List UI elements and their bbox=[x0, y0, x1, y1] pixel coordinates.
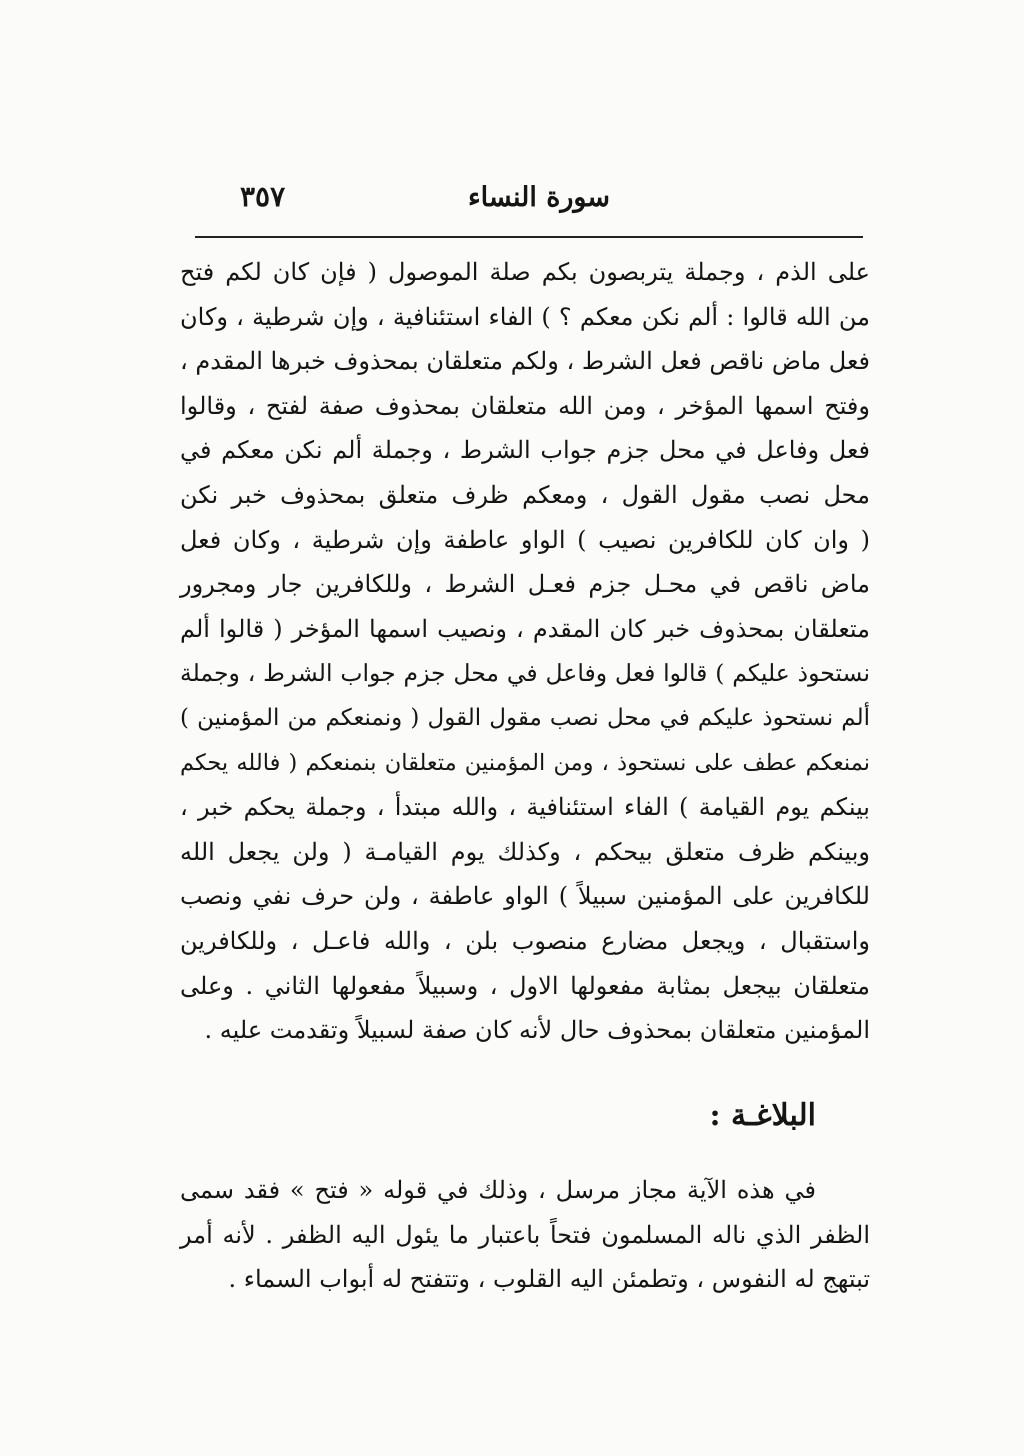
text-line: تبتهج له النفوس ، وتطمئن اليه القلوب ، وتتفتح له أبواب السماء . bbox=[228, 1265, 870, 1294]
text-line: على الذم ، وجملة يتربصون بكم صلة الموصول ( فإن كان لكم فتح bbox=[180, 258, 870, 286]
text-line: ( وان كان للكافرين نصيب ) الواو عاطفة وإن شرطية ، وكان فعل bbox=[180, 525, 870, 554]
page-number: ٣٥٧ bbox=[240, 180, 286, 213]
text-line: متعلقان بمحذوف خبر كان المقدم ، ونصيب اسمها المؤخر ( قالوا ألم bbox=[180, 614, 870, 643]
text-line: محل نصب مقول القول ، ومعكم ظرف متعلق بمحذوف خبر نكن bbox=[180, 480, 870, 509]
i3rab-paragraph bbox=[180, 250, 870, 1053]
section-heading-rhetoric: البلاغـة : bbox=[709, 1098, 816, 1133]
text-line: بينكم يوم القيامة ) الفاء استئنافية ، والله مبتدأ ، وجملة يحكم خبر ، bbox=[180, 793, 870, 822]
header-divider bbox=[195, 236, 863, 238]
text-line: المؤمنين متعلقان بمحذوف حال لأنه كان صفة لسبيلاً وتقدمت عليه . bbox=[204, 1016, 870, 1045]
text-line: ماض ناقص في محـل جزم فعـل الشرط ، وللكافرين جار ومجرور bbox=[180, 570, 870, 599]
text-line: نستحوذ عليكم ) قالوا فعل وفاعل في محل جزم جواب الشرط ، وجملة bbox=[180, 659, 870, 688]
text-line: وبينكم ظرف متعلق بيحكم ، وكذلك يوم القيامـة ( ولن يجعل الله bbox=[180, 837, 870, 866]
text-line: نمنعكم عطف على نستحوذ ، ومن المؤمنين متعلقان بنمنعكم ( فالله يحكم bbox=[180, 749, 870, 776]
running-title: سورة النساء bbox=[467, 182, 610, 213]
text-line: من الله قالوا : ألم نكن معكم ؟ ) الفاء استئنافية ، وإن شرطية ، وكان bbox=[180, 302, 870, 331]
text-line: للكافرين على المؤمنين سبيلاً ) الواو عاطفة ، ولن حرف نفي ونصب bbox=[180, 882, 870, 911]
text-line: واستقبال ، ويجعل مضارع منصوب بلن ، والله فاعـل ، وللكافرين bbox=[180, 926, 870, 955]
text-line: في هذه الآية مجاز مرسل ، وذلك في قوله « فتح » فقد سمى bbox=[180, 1176, 816, 1204]
page-header bbox=[180, 178, 880, 222]
text-line: الظفر الذي ناله المسلمون فتحاً باعتبار ما يئول اليه الظفر . لأنه أمر bbox=[180, 1220, 870, 1249]
text-line: فعل وفاعل في محل جزم جواب الشرط ، وجملة ألم نكن معكم في bbox=[180, 436, 870, 465]
text-line: ألم نستحوذ عليكم في محل نصب مقول القول ( ونمنعكم من المؤمنين ) bbox=[180, 704, 870, 731]
text-line: وفتح اسمها المؤخر ، ومن الله متعلقان بمحذوف صفة لفتح ، وقالوا bbox=[180, 391, 870, 420]
rhetoric-paragraph bbox=[180, 1168, 870, 1302]
text-line: متعلقان بيجعل بمثابة مفعولها الاول ، وسبيلاً مفعولها الثاني . وعلى bbox=[180, 971, 870, 1000]
text-line: فعل ماض ناقص فعل الشرط ، ولكم متعلقان بمحذوف خبرها المقدم ، bbox=[180, 347, 870, 376]
